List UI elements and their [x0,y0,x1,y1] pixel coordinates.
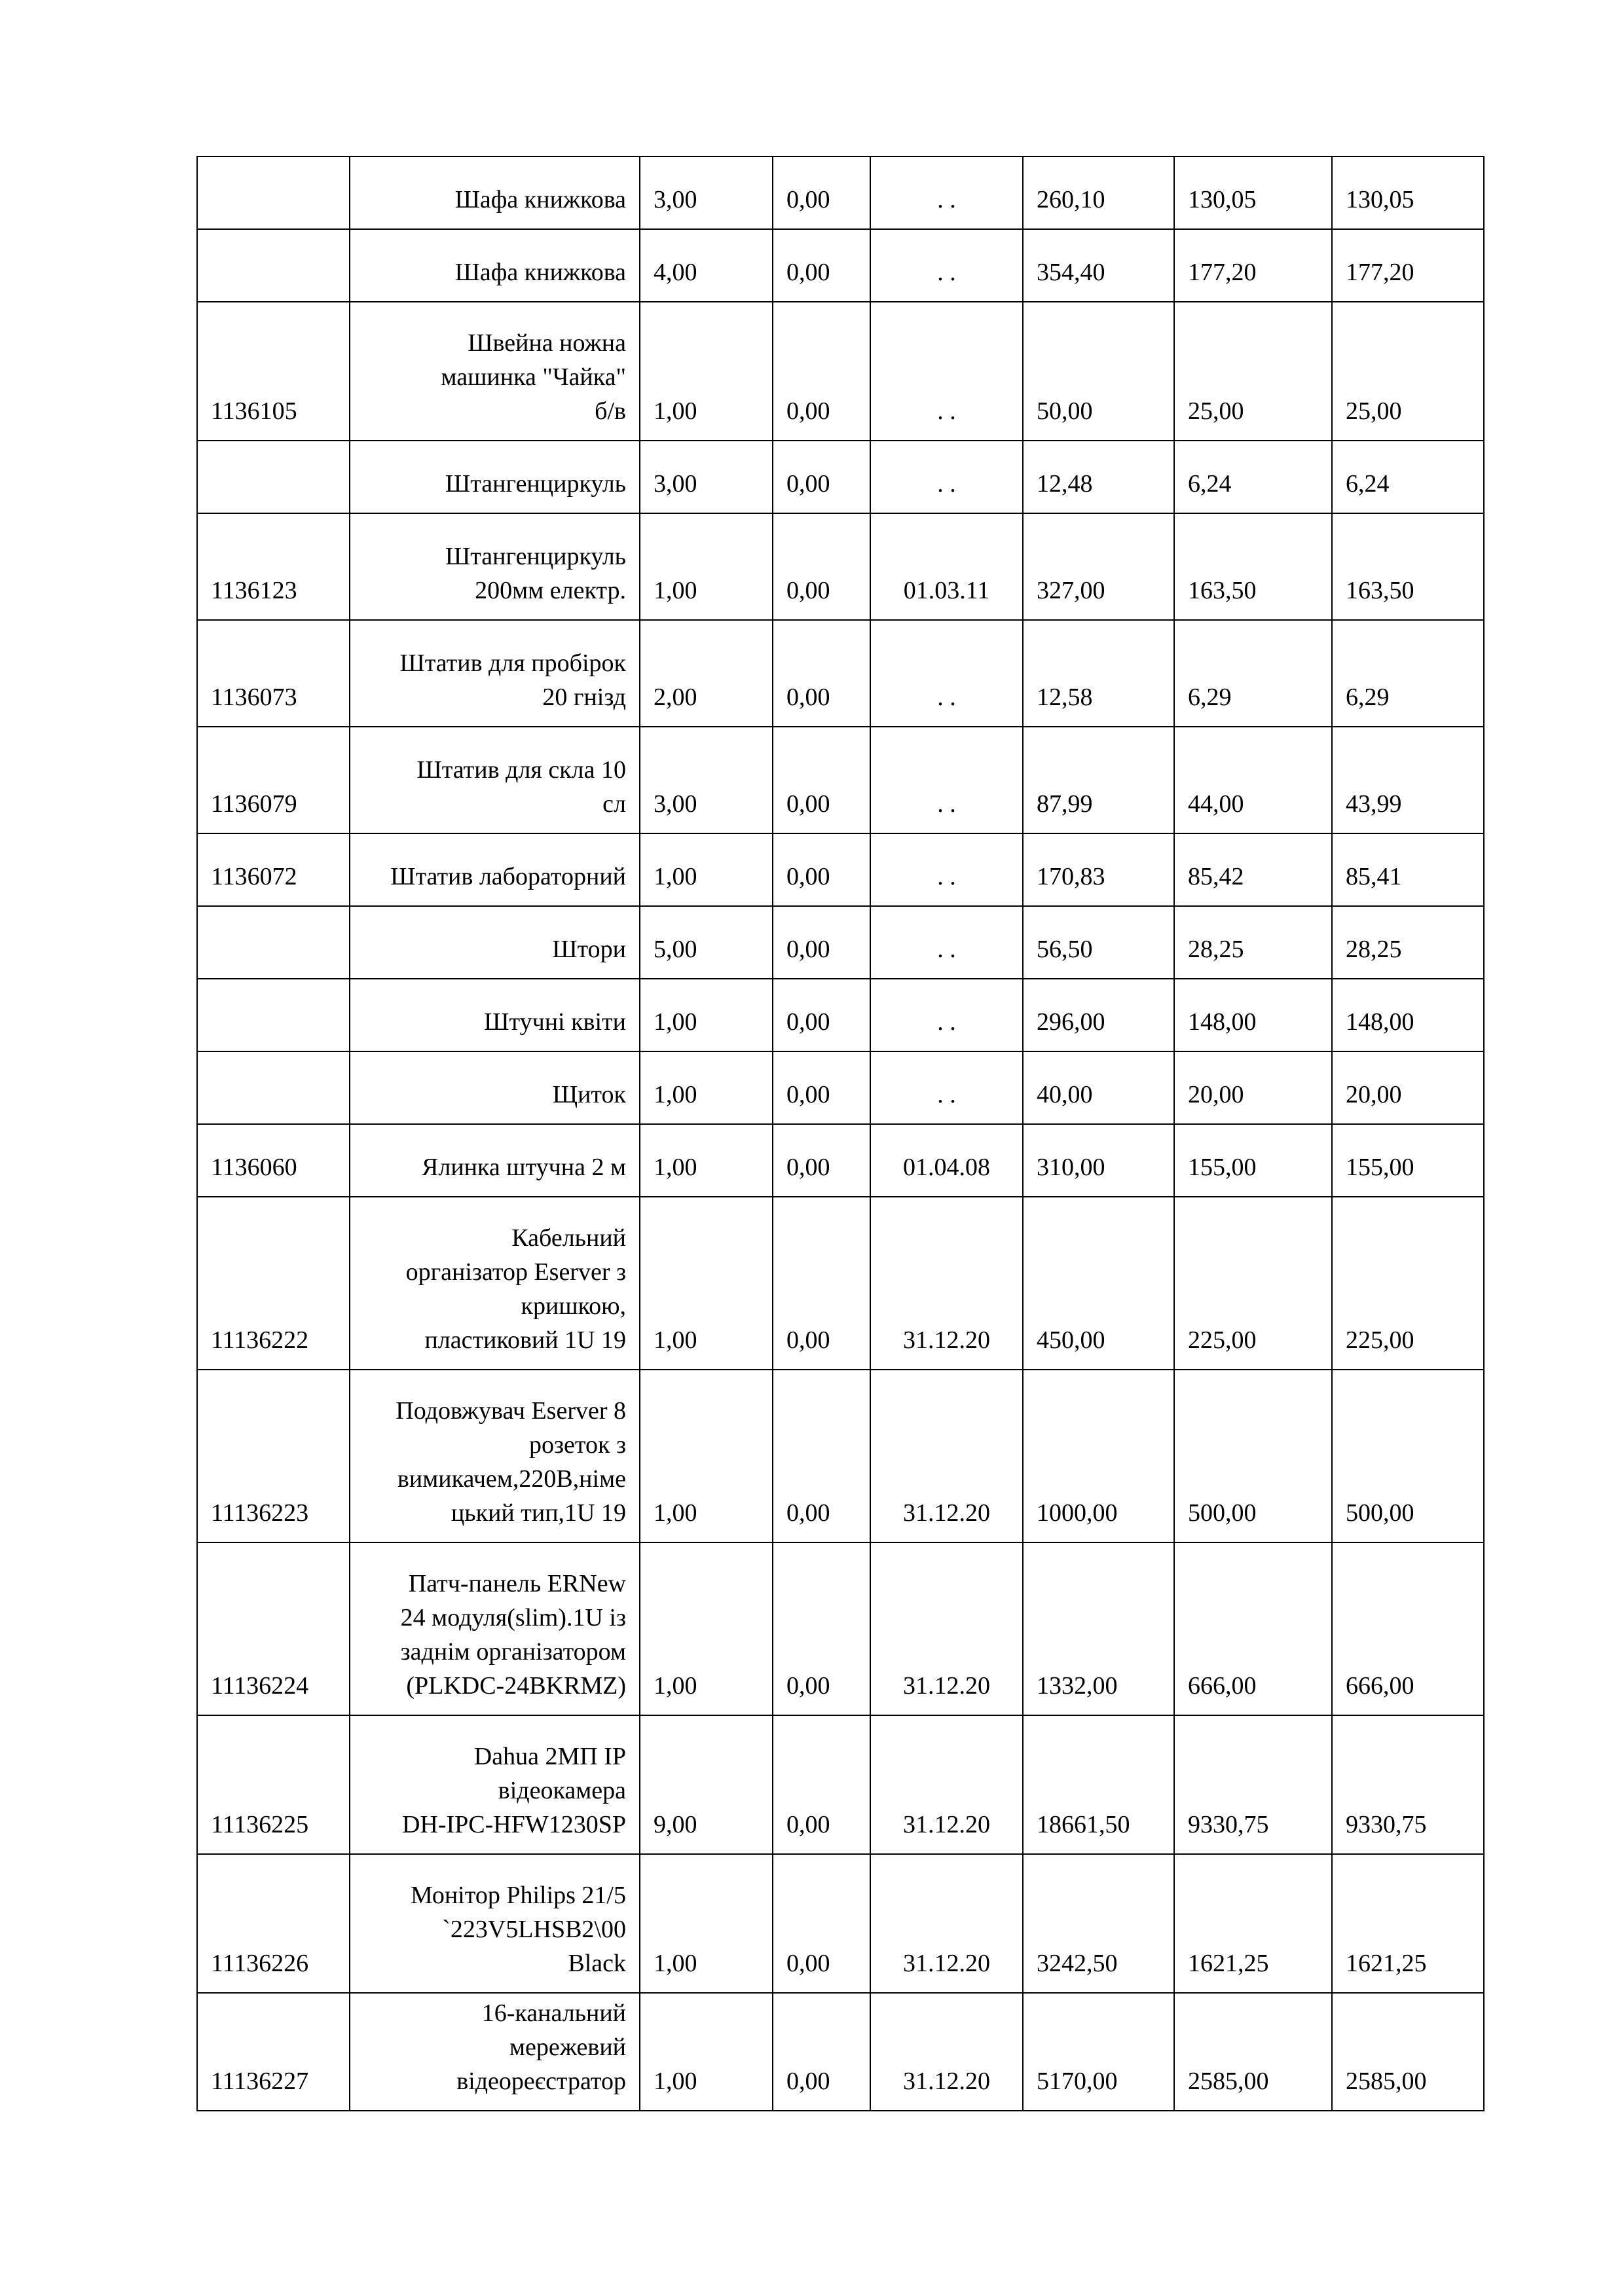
date-cell: 31.12.20 [870,1715,1023,1854]
item-name-cell [350,1854,640,1993]
cost-cell: 1000,00 [1023,1370,1174,1542]
value-cell: 0,00 [773,1542,870,1715]
item-name-line: Щиток [552,1081,626,1108]
cost-cell: 18661,50 [1023,1715,1174,1854]
balance-cell: 666,00 [1332,1542,1484,1715]
item-name-line: заднім організатором [400,1638,626,1666]
balance-cell: 2585,00 [1332,1993,1484,2111]
table-row [197,727,1484,833]
depreciation-cell: 25,00 [1174,302,1332,441]
item-name-cell [350,156,640,229]
item-code-cell [197,979,350,1051]
value-cell: 0,00 [773,1715,870,1854]
balance-cell: 1621,25 [1332,1854,1484,1993]
quantity-cell: 1,00 [640,1370,773,1542]
item-name-cell [350,1124,640,1197]
date-cell: 01.04.08 [870,1124,1023,1197]
value-cell: 0,00 [773,727,870,833]
date-cell: . . [870,833,1023,906]
item-name-line: сл [602,790,626,818]
item-name-cell [350,1051,640,1124]
item-name-line: Кабельний [511,1224,626,1252]
cost-cell: 327,00 [1023,513,1174,620]
balance-cell: 130,05 [1332,156,1484,229]
value-cell: 0,00 [773,302,870,441]
item-name-line: Штангенциркуль [445,543,626,570]
value-cell: 0,00 [773,229,870,302]
balance-cell: 28,25 [1332,906,1484,979]
depreciation-cell: 6,29 [1174,620,1332,727]
item-name-line: Ялинка штучна 2 м [422,1154,626,1181]
item-name-cell [350,1370,640,1542]
cost-cell: 50,00 [1023,302,1174,441]
depreciation-cell: 9330,75 [1174,1715,1332,1854]
item-name-line: Подовжувач Eserver 8 [396,1397,626,1425]
cost-cell: 450,00 [1023,1197,1174,1370]
quantity-cell: 1,00 [640,1542,773,1715]
table-row [197,620,1484,727]
value-cell: 0,00 [773,1370,870,1542]
date-cell: 31.12.20 [870,1370,1023,1542]
date-cell: . . [870,620,1023,727]
table-row [197,513,1484,620]
depreciation-cell: 28,25 [1174,906,1332,979]
depreciation-cell: 666,00 [1174,1542,1332,1715]
item-name-line: Шафа книжкова [454,186,626,213]
value-cell: 0,00 [773,1854,870,1993]
item-name-line: 16-канальний [481,1999,626,2027]
depreciation-cell: 20,00 [1174,1051,1332,1124]
cost-cell: 5170,00 [1023,1993,1174,2111]
date-cell: . . [870,302,1023,441]
item-name-line: Патч-панель ERNew [408,1570,626,1597]
cost-cell: 354,40 [1023,229,1174,302]
cost-cell: 3242,50 [1023,1854,1174,1993]
cost-cell: 170,83 [1023,833,1174,906]
balance-cell: 500,00 [1332,1370,1484,1542]
item-name-line: Штангенциркуль [445,470,626,498]
item-code-cell: 11136223 [197,1370,350,1542]
quantity-cell: 1,00 [640,979,773,1051]
table-row [197,302,1484,441]
item-name-cell [350,1542,640,1715]
cost-cell: 12,58 [1023,620,1174,727]
date-cell: . . [870,906,1023,979]
item-name-line: відеокамера [498,1777,626,1804]
item-code-cell: 11136222 [197,1197,350,1370]
balance-cell: 85,41 [1332,833,1484,906]
item-code-cell [197,1051,350,1124]
balance-cell: 9330,75 [1332,1715,1484,1854]
item-code-cell: 1136072 [197,833,350,906]
item-name-line: вимикачем,220В,німе [397,1465,626,1493]
depreciation-cell: 130,05 [1174,156,1332,229]
inventory-table [196,156,1485,2111]
item-name-line: Швейна ножна [468,329,626,357]
item-name-cell [350,979,640,1051]
depreciation-cell: 163,50 [1174,513,1332,620]
value-cell: 0,00 [773,1124,870,1197]
cost-cell: 296,00 [1023,979,1174,1051]
date-cell: 01.03.11 [870,513,1023,620]
quantity-cell: 1,00 [640,1051,773,1124]
date-cell: 31.12.20 [870,1197,1023,1370]
depreciation-cell: 85,42 [1174,833,1332,906]
quantity-cell: 3,00 [640,156,773,229]
cost-cell: 1332,00 [1023,1542,1174,1715]
quantity-cell: 5,00 [640,906,773,979]
item-code-cell: 1136105 [197,302,350,441]
item-name-line: цький тип,1U 19 [451,1499,626,1527]
quantity-cell: 1,00 [640,1854,773,1993]
quantity-cell: 1,00 [640,1124,773,1197]
item-name-line: 24 модуля(slim).1U із [400,1604,626,1631]
item-name-cell [350,1197,640,1370]
item-code-cell: 11136224 [197,1542,350,1715]
table-row [197,156,1484,229]
table-body [197,156,1484,2111]
item-name-cell [350,229,640,302]
quantity-cell: 9,00 [640,1715,773,1854]
value-cell: 0,00 [773,1197,870,1370]
cost-cell: 12,48 [1023,441,1174,513]
cost-cell: 56,50 [1023,906,1174,979]
date-cell: . . [870,441,1023,513]
item-name-line: Black [568,1950,626,1977]
item-name-cell [350,1993,640,2111]
item-name-line: Штатив для пробірок [399,649,626,677]
quantity-cell: 2,00 [640,620,773,727]
item-name-line: Шафа книжкова [454,259,626,286]
balance-cell: 163,50 [1332,513,1484,620]
balance-cell: 43,99 [1332,727,1484,833]
item-code-cell [197,441,350,513]
item-name-cell [350,906,640,979]
item-name-line: розеток з [529,1431,626,1459]
table-row [197,1051,1484,1124]
depreciation-cell: 2585,00 [1174,1993,1332,2111]
balance-cell: 6,29 [1332,620,1484,727]
item-name-cell [350,302,640,441]
item-name-line: Штатив для скла 10 [416,756,626,784]
item-name-line: Монітор Philips 21/5 [411,1882,626,1909]
value-cell: 0,00 [773,620,870,727]
value-cell: 0,00 [773,441,870,513]
table-row [197,1370,1484,1542]
depreciation-cell: 6,24 [1174,441,1332,513]
table-row [197,1124,1484,1197]
date-cell: 31.12.20 [870,1854,1023,1993]
item-name-line: DH-IPC-HFW1230SP [401,1811,626,1838]
item-name-cell [350,833,640,906]
cost-cell: 260,10 [1023,156,1174,229]
item-name-line: відеореєстратор [456,2068,626,2095]
item-name-line: (PLKDC-24BKRMZ) [406,1672,626,1700]
quantity-cell: 4,00 [640,229,773,302]
table-row [197,441,1484,513]
value-cell: 0,00 [773,1993,870,2111]
item-code-cell [197,906,350,979]
value-cell: 0,00 [773,513,870,620]
date-cell: . . [870,156,1023,229]
value-cell: 0,00 [773,156,870,229]
item-name-line: Штучні квіти [484,1008,626,1036]
table-row [197,1542,1484,1715]
balance-cell: 148,00 [1332,979,1484,1051]
cost-cell: 40,00 [1023,1051,1174,1124]
quantity-cell: 1,00 [640,1993,773,2111]
item-code-cell: 1136060 [197,1124,350,1197]
item-code-cell: 11136225 [197,1715,350,1854]
item-name-cell [350,620,640,727]
value-cell: 0,00 [773,833,870,906]
date-cell: . . [870,229,1023,302]
table-row [197,833,1484,906]
date-cell: . . [870,979,1023,1051]
depreciation-cell: 500,00 [1174,1370,1332,1542]
date-cell: . . [870,727,1023,833]
item-name-line: організатор Eserver з [405,1258,626,1286]
date-cell: . . [870,1051,1023,1124]
item-name-cell [350,727,640,833]
item-code-cell: 1136079 [197,727,350,833]
value-cell: 0,00 [773,979,870,1051]
item-name-line: 20 гнізд [542,683,626,711]
value-cell: 0,00 [773,906,870,979]
balance-cell: 25,00 [1332,302,1484,441]
item-name-line: кришкою, [521,1292,626,1320]
item-name-cell [350,513,640,620]
item-code-cell: 1136123 [197,513,350,620]
value-cell: 0,00 [773,1051,870,1124]
quantity-cell: 1,00 [640,513,773,620]
quantity-cell: 1,00 [640,1197,773,1370]
item-code-cell [197,156,350,229]
item-code-cell: 11136226 [197,1854,350,1993]
table-row [197,1854,1484,1993]
balance-cell: 225,00 [1332,1197,1484,1370]
date-cell: 31.12.20 [870,1993,1023,2111]
item-code-cell [197,229,350,302]
balance-cell: 155,00 [1332,1124,1484,1197]
quantity-cell: 1,00 [640,302,773,441]
quantity-cell: 1,00 [640,833,773,906]
depreciation-cell: 177,20 [1174,229,1332,302]
depreciation-cell: 155,00 [1174,1124,1332,1197]
item-name-cell [350,1715,640,1854]
cost-cell: 87,99 [1023,727,1174,833]
table-row [197,979,1484,1051]
table-row [197,229,1484,302]
item-name-line: Dahua 2МП IP [473,1743,626,1770]
quantity-cell: 3,00 [640,727,773,833]
balance-cell: 6,24 [1332,441,1484,513]
depreciation-cell: 1621,25 [1174,1854,1332,1993]
depreciation-cell: 225,00 [1174,1197,1332,1370]
item-code-cell: 1136073 [197,620,350,727]
item-name-line: машинка "Чайка" [441,363,626,391]
item-name-line: Штори [552,936,626,963]
item-name-line: `223V5LHSB2\00 [442,1916,626,1943]
table-row [197,1197,1484,1370]
date-cell: 31.12.20 [870,1542,1023,1715]
table-row [197,1993,1484,2111]
item-name-cell [350,441,640,513]
table-row [197,1715,1484,1854]
balance-cell: 177,20 [1332,229,1484,302]
item-name-line: Штатив лабораторний [390,863,626,890]
item-name-line: пластиковий 1U 19 [424,1326,626,1354]
quantity-cell: 3,00 [640,441,773,513]
table-row [197,906,1484,979]
depreciation-cell: 148,00 [1174,979,1332,1051]
item-name-line: 200мм електр. [475,577,626,604]
item-code-cell: 11136227 [197,1993,350,2111]
item-name-line: мережевий [509,2033,626,2061]
cost-cell: 310,00 [1023,1124,1174,1197]
depreciation-cell: 44,00 [1174,727,1332,833]
balance-cell: 20,00 [1332,1051,1484,1124]
item-name-line: б/в [595,397,626,425]
